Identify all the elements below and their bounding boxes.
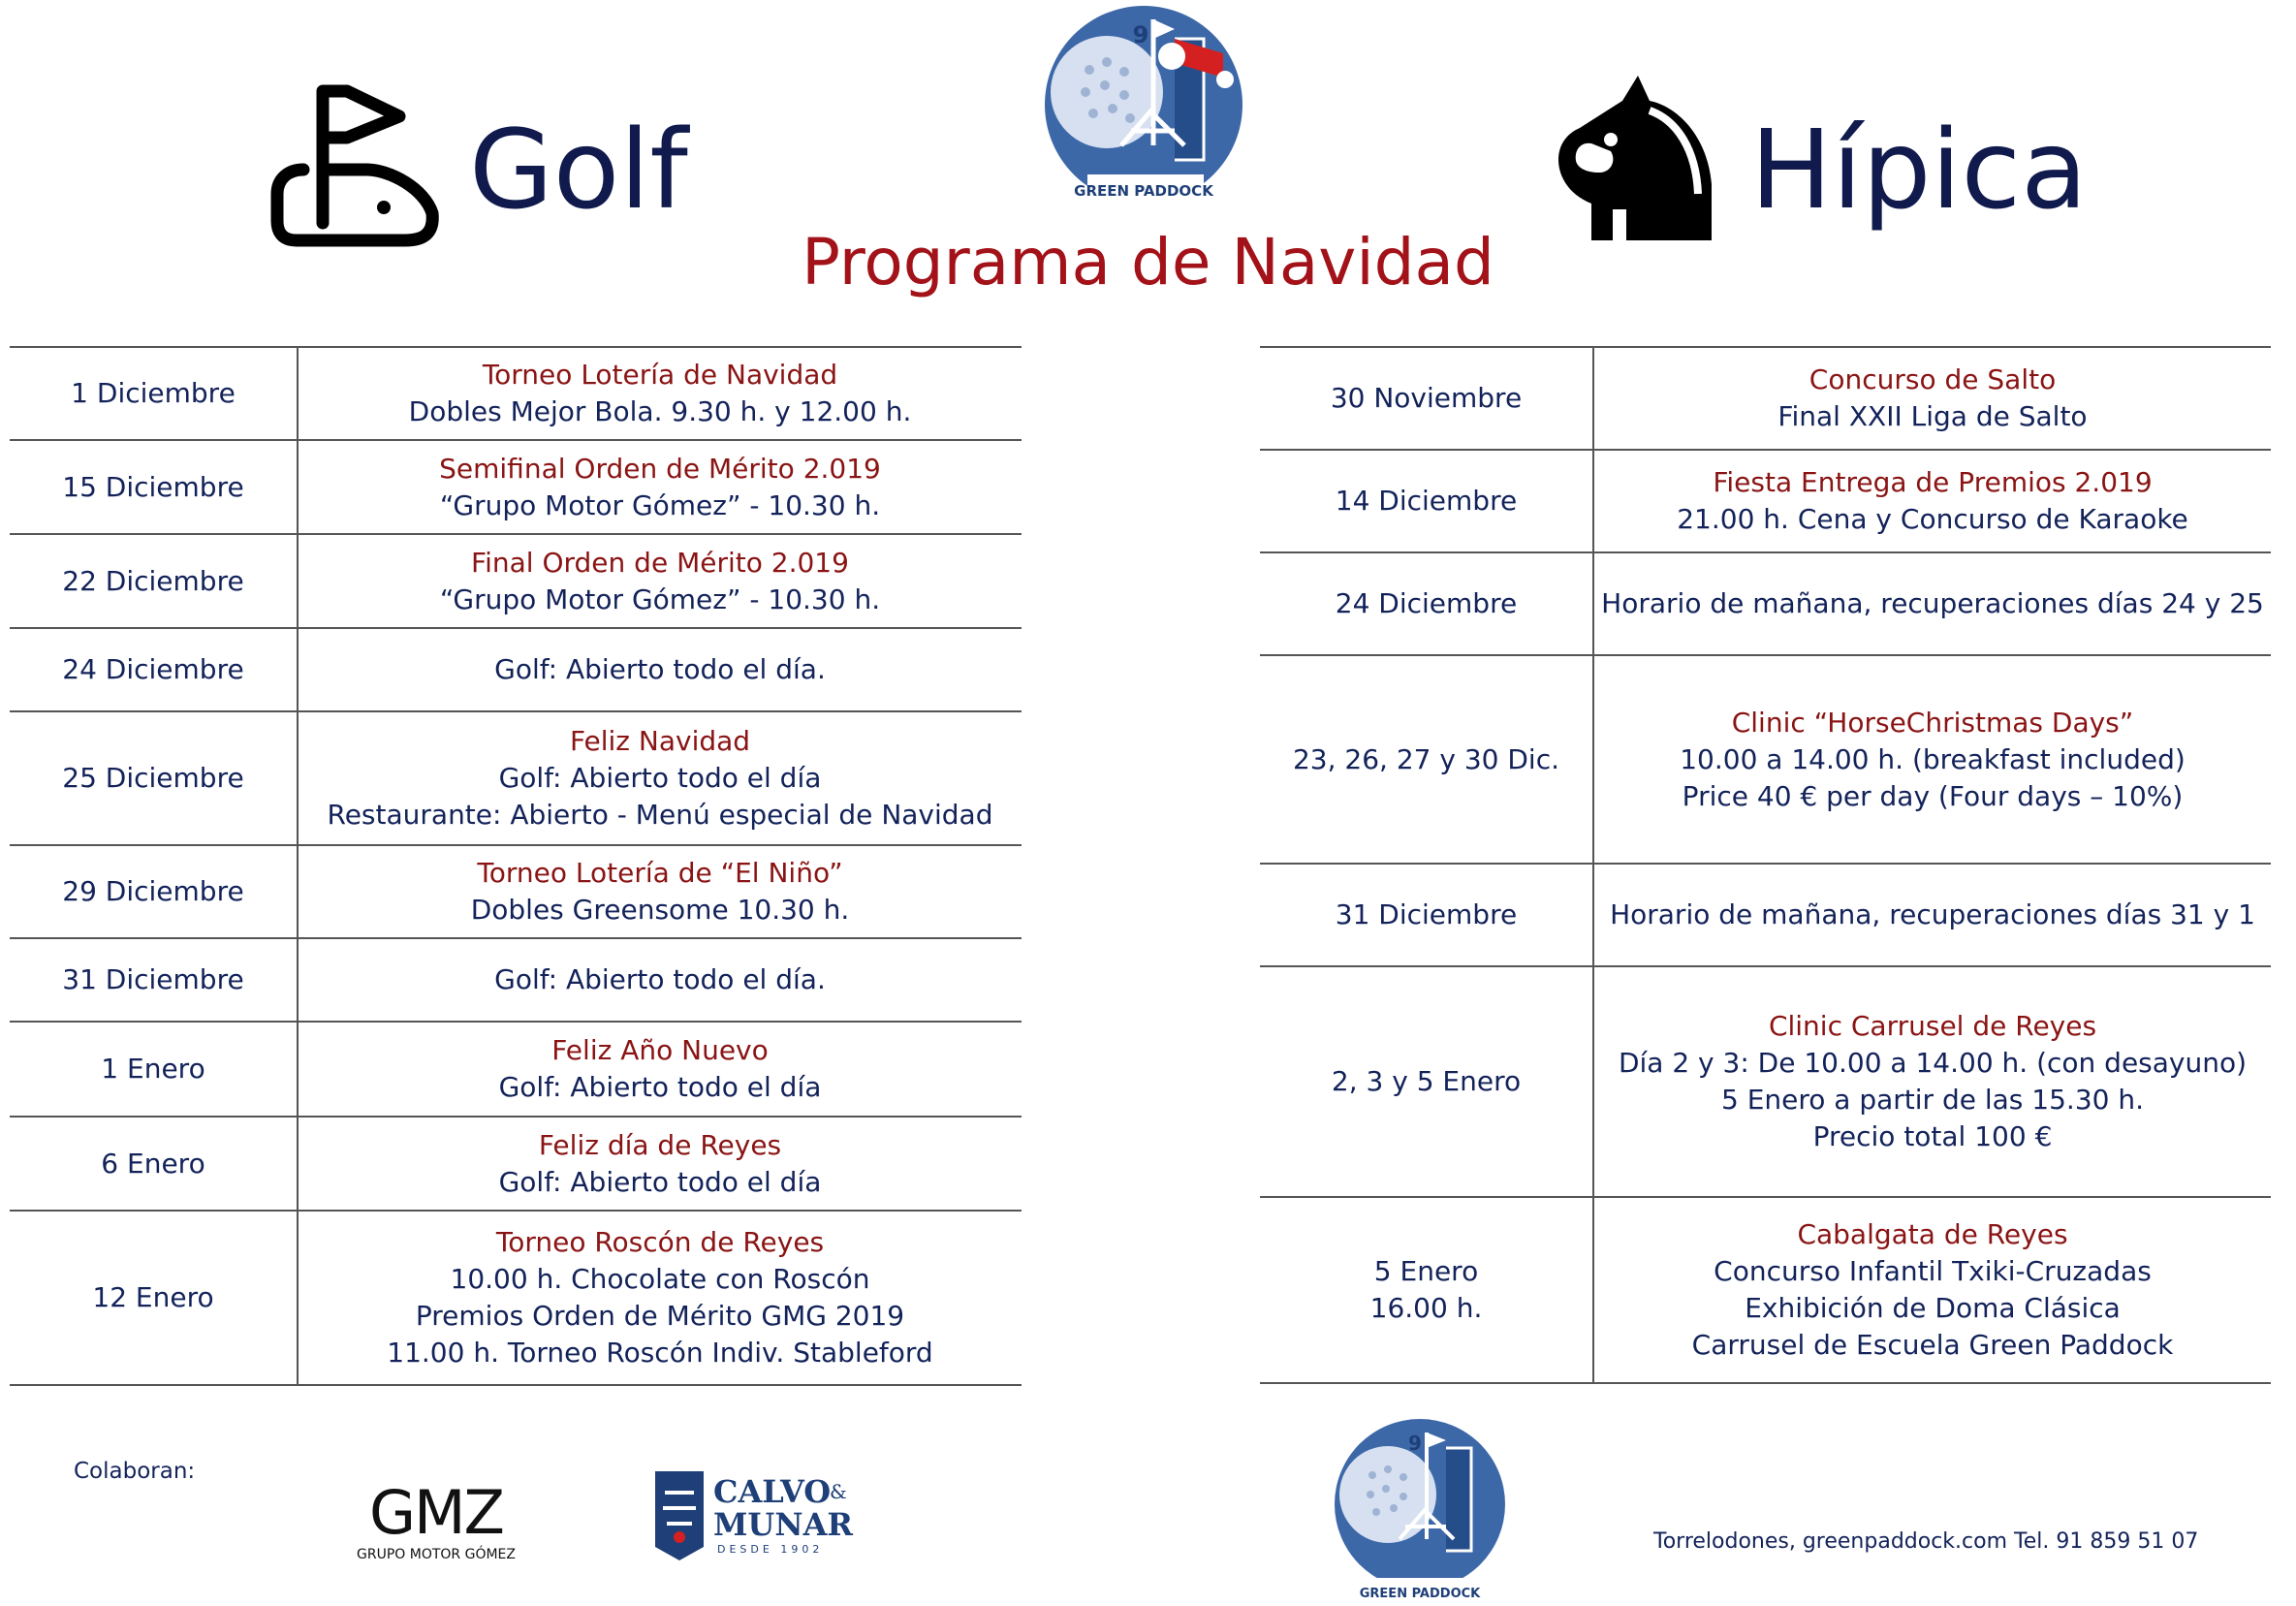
gmz-logo (339, 1473, 533, 1570)
contact-info: Torrelodones, greenpaddock.com Tel. 91 859 51 07 (1653, 1529, 2199, 1554)
golf-date: 1 Enero (10, 1022, 298, 1117)
golf-event (298, 1117, 1022, 1211)
golf-event-title: Torneo Lotería de “El Niño” (477, 857, 843, 889)
golf-row (10, 711, 1022, 845)
green-paddock-logo-bottom (1322, 1415, 1518, 1604)
golf-row (10, 440, 1022, 534)
golf-date: 25 Diciembre (10, 711, 298, 845)
green-paddock-logo (1029, 0, 1258, 223)
hipica-row (1260, 450, 2271, 552)
golf-event-title: Torneo Lotería de Navidad (482, 359, 838, 391)
golf-event (298, 347, 1022, 440)
golf-date: 15 Diciembre (10, 440, 298, 534)
golf-row (10, 1211, 1022, 1385)
hipica-event-detail: 5 Enero a partir de las 15.30 h. (1720, 1084, 2144, 1116)
hipica-row (1260, 966, 2271, 1197)
hipica-date: 24 Diciembre (1260, 552, 1593, 655)
hipica-event-title: Clinic Carrusel de Reyes (1768, 1010, 2097, 1042)
hipica-event-detail: Final XXII Liga de Salto (1777, 400, 2088, 432)
hipica-event-title: Fiesta Entrega de Premios 2.019 (1713, 466, 2153, 498)
golf-event-detail: Golf: Abierto todo el día (498, 1071, 822, 1103)
golf-event-detail: Dobles Mejor Bola. 9.30 h. y 12.00 h. (408, 395, 912, 427)
hipica-row (1260, 552, 2271, 655)
golf-event-detail: Golf: Abierto todo el día (498, 1165, 822, 1198)
hipica-event (1593, 1197, 2271, 1383)
hipica-event-detail: 21.00 h. Cena y Concurso de Karaoke (1677, 503, 2188, 535)
golf-event-detail: “Grupo Motor Gómez” - 10.30 h. (439, 488, 881, 521)
hipica-event-detail: Exhibición de Doma Clásica (1745, 1292, 2121, 1324)
golf-event-detail: 11.00 h. Torneo Roscón Indiv. Stableford (387, 1337, 933, 1369)
golf-event-title: Final Orden de Mérito 2.019 (471, 546, 849, 579)
golf-row (10, 534, 1022, 628)
golf-event (298, 845, 1022, 938)
svg-text:9: 9 (1132, 21, 1149, 48)
golf-row (10, 1022, 1022, 1117)
hipica-event-title: Cabalgata de Reyes (1797, 1218, 2068, 1250)
golf-event (298, 1022, 1022, 1117)
golf-row (10, 845, 1022, 938)
hipica-event-detail: Precio total 100 € (1812, 1120, 2053, 1152)
hipica-event-detail: Día 2 y 3: De 10.00 a 14.00 h. (con desayuno) (1618, 1047, 2248, 1079)
golf-event-detail: 10.00 h. Chocolate con Roscón (450, 1263, 870, 1295)
hipica-event (1593, 864, 2271, 966)
golf-event-title: Feliz Navidad (569, 725, 751, 757)
svg-text:9: 9 (1408, 1432, 1422, 1455)
svg-text:CALVO: CALVO (713, 1473, 832, 1510)
svg-text:&: & (830, 1480, 847, 1503)
hipica-event-title: Concurso de Salto (1808, 363, 2057, 395)
hipica-event (1593, 655, 2271, 864)
golf-event (298, 711, 1022, 845)
golf-event-detail: Premios Orden de Mérito GMG 2019 (415, 1300, 905, 1332)
hipica-title: Hípica (1750, 108, 2088, 234)
golf-date: 6 Enero (10, 1117, 298, 1211)
golf-row (10, 347, 1022, 440)
golf-event-title: Semifinal Orden de Mérito 2.019 (439, 452, 881, 485)
golf-title: Golf (469, 108, 688, 234)
svg-text:GRUPO MOTOR GÓMEZ: GRUPO MOTOR GÓMEZ (357, 1547, 516, 1562)
golf-date: 22 Diciembre (10, 534, 298, 628)
calvo-munar-logo (655, 1464, 868, 1560)
hipica-event-detail: Horario de mañana, recuperaciones días 24 y 25 (1601, 587, 2264, 619)
svg-text:GREEN PADDOCK: GREEN PADDOCK (1359, 1587, 1481, 1601)
hipica-event-detail: Price 40 € per day (Four days – 10%) (1682, 779, 2184, 812)
hipica-event-detail: Concurso Infantil Txiki-Cruzadas (1714, 1255, 2152, 1287)
golf-event (298, 628, 1022, 711)
hipica-event-detail: Horario de mañana, recuperaciones días 31 y 1 (1610, 898, 2255, 930)
hipica-schedule-table (1260, 346, 2271, 1384)
hipica-event-detail: Carrusel de Escuela Green Paddock (1691, 1329, 2174, 1361)
golf-event-detail: Golf: Abierto todo el día (498, 762, 822, 794)
golf-date: 29 Diciembre (10, 845, 298, 938)
golf-event (298, 440, 1022, 534)
hipica-date: 31 Diciembre (1260, 864, 1593, 966)
golf-event (298, 938, 1022, 1022)
hipica-event (1593, 347, 2271, 450)
golf-event-title: Torneo Roscón de Reyes (495, 1226, 825, 1258)
hipica-event (1593, 450, 2271, 552)
program-title: Programa de Navidad (802, 225, 1494, 299)
horse-head-icon (1553, 68, 1717, 242)
svg-text:MUNAR: MUNAR (713, 1506, 853, 1543)
svg-text:GREEN PADDOCK: GREEN PADDOCK (1074, 182, 1213, 200)
golf-event (298, 534, 1022, 628)
golf-date: 31 Diciembre (10, 938, 298, 1022)
golf-event-detail: Golf: Abierto todo el día. (494, 653, 826, 685)
golf-event-detail: “Grupo Motor Gómez” - 10.30 h. (439, 583, 881, 615)
hipica-row (1260, 655, 2271, 864)
hipica-event-title: Clinic “HorseChristmas Days” (1731, 706, 2134, 739)
golf-date: 1 Diciembre (10, 347, 298, 440)
colaboran-label: Colaboran: (74, 1459, 196, 1484)
hipica-event (1593, 552, 2271, 655)
golf-event-title: Feliz día de Reyes (538, 1128, 782, 1161)
hipica-date: 23, 26, 27 y 30 Dic. (1260, 655, 1593, 864)
golf-date: 12 Enero (10, 1211, 298, 1385)
svg-text:DESDE 1902: DESDE 1902 (717, 1543, 824, 1556)
hipica-date: 2, 3 y 5 Enero (1260, 966, 1593, 1197)
hipica-date: 14 Diciembre (1260, 450, 1593, 552)
golf-event (298, 1211, 1022, 1385)
golf-row (10, 628, 1022, 711)
golf-event-detail: Golf: Abierto todo el día. (494, 963, 826, 995)
golf-flag-icon (269, 78, 442, 247)
golf-date: 24 Diciembre (10, 628, 298, 711)
golf-row (10, 938, 1022, 1022)
hipica-date: 5 Enero 16.00 h. (1260, 1197, 1593, 1383)
hipica-row (1260, 347, 2271, 450)
golf-row (10, 1117, 1022, 1211)
svg-text:GMZ: GMZ (368, 1477, 504, 1548)
hipica-row (1260, 1197, 2271, 1383)
golf-schedule-table (10, 346, 1022, 1386)
golf-event-detail: Dobles Greensome 10.30 h. (470, 894, 850, 926)
golf-event-title: Feliz Año Nuevo (551, 1034, 769, 1066)
hipica-event (1593, 966, 2271, 1197)
hipica-row (1260, 864, 2271, 966)
hipica-date: 30 Noviembre (1260, 347, 1593, 450)
golf-event-detail: Restaurante: Abierto - Menú especial de Navidad (327, 799, 993, 831)
hipica-event-detail: 10.00 a 14.00 h. (breakfast included) (1680, 742, 2186, 775)
